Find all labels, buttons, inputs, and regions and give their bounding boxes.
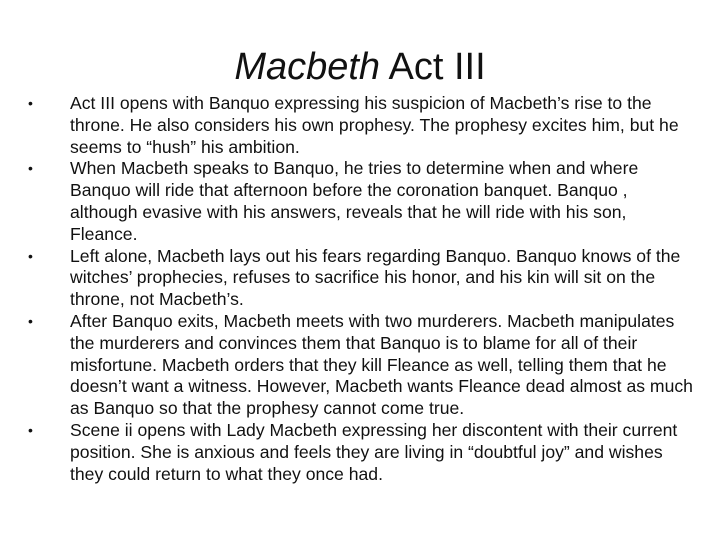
bullet-text: Scene ii opens with Lady Macbeth expressing her discontent with their current position. She is anxious and feels they are living in “doubtful joy” and wishes they could return to what they once had. <box>70 419 678 484</box>
slide-title-italic: Macbeth <box>234 46 381 88</box>
bullet-list <box>24 93 694 485</box>
slide-title <box>0 44 720 90</box>
bullet-dot-icon: • <box>28 95 33 111</box>
slide-title-rest: Act III <box>380 46 486 88</box>
bullet-item <box>24 93 694 158</box>
bullet-item <box>24 420 694 485</box>
bullet-dot-icon: • <box>28 247 33 264</box>
bullet-dot-icon: • <box>28 421 33 438</box>
bullet-dot-icon: • <box>28 160 33 177</box>
bullet-text: Left alone, Macbeth lays out his fears regarding Banquo. Banquo knows of the witches’ prophecies, refuses to sacrifice his honor, and his kin will sit on the throne, not Macbeth’s. <box>70 245 681 310</box>
bullet-text: After Banquo exits, Macbeth meets with two murderers. Macbeth manipulates the murderers and convinces them that Banquo is to blame for all of their misfortune. Macbeth orders that they kill Fleance as well, telling them that he doesn’t want a witness. However, Macbeth wants Fleance dead almost as much as Banquo so that the prophesy cannot come true. <box>70 310 693 419</box>
bullet-text: When Macbeth speaks to Banquo, he tries to determine when and where Banquo will ride that afternoon before the coronation banquet. Banquo , although evasive with his answers, reveals that he will ride with his son, Fleance. <box>70 158 639 244</box>
bullet-item <box>24 246 694 311</box>
bullet-text: Act III opens with Banquo expressing his suspicion of Macbeth’s rise to the throne. He also considers his own prophesy. The prophesy excites him, but he seems to “hush” his ambition. <box>70 93 679 157</box>
bullet-dot-icon: • <box>28 312 33 329</box>
bullet-item <box>24 311 694 420</box>
bullet-item <box>24 158 694 245</box>
